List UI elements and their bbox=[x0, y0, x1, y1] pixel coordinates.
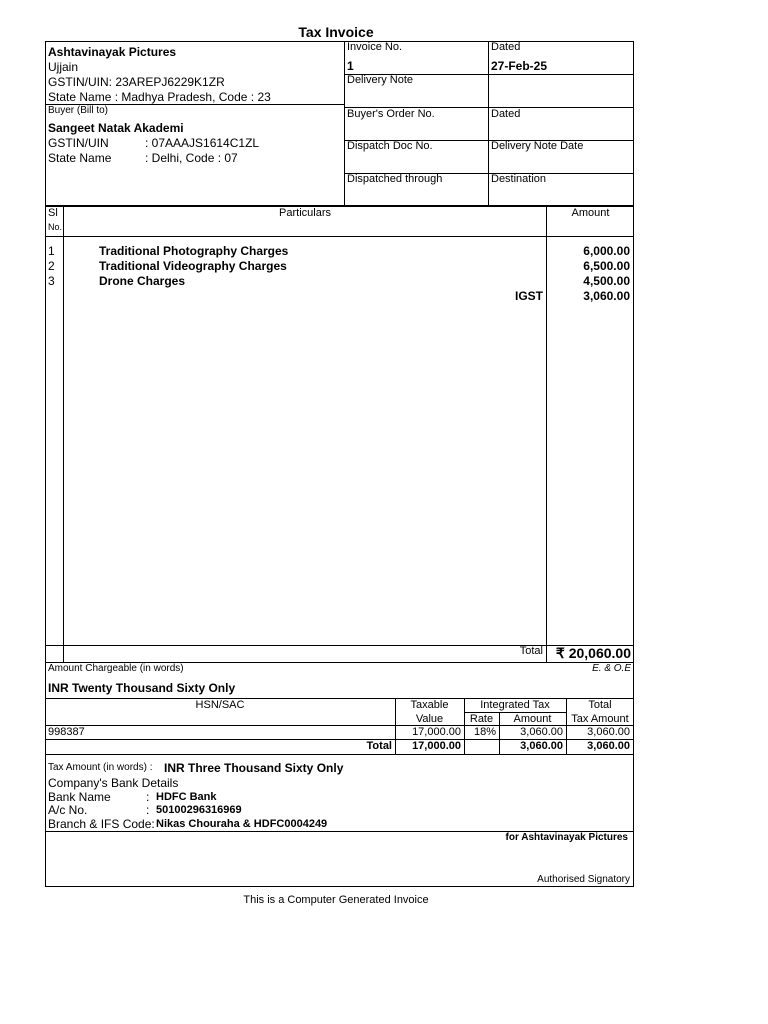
item-sl: 1 bbox=[48, 244, 55, 258]
bank-heading: Company's Bank Details bbox=[48, 776, 179, 790]
invoice-title: Tax Invoice bbox=[298, 24, 374, 40]
authorised-signatory: Authorised Signatory bbox=[537, 874, 630, 885]
buyer-gstin-label: GSTIN/UIN bbox=[48, 136, 109, 150]
amount-in-words: INR Twenty Thousand Sixty Only bbox=[48, 681, 236, 695]
rate-header: Rate bbox=[469, 713, 494, 725]
account-label: A/c No. bbox=[48, 803, 88, 817]
grand-total: ₹ 20,060.00 bbox=[555, 645, 631, 661]
buyer-state-label: State Name bbox=[48, 151, 112, 165]
invoice-no-label: Invoice No. bbox=[347, 41, 403, 53]
amount-header: Amount bbox=[571, 207, 610, 219]
eoe-note: E. & O.E bbox=[592, 663, 631, 674]
seller-gstin: GSTIN/UIN: 23AREPJ6229K1ZR bbox=[48, 75, 225, 89]
item-amount: 4,500.00 bbox=[583, 274, 630, 288]
signature-for: for Ashtavinayak Pictures bbox=[505, 832, 628, 843]
tax-total-amount: 3,060.00 bbox=[520, 740, 563, 752]
sl-header: Sl bbox=[48, 207, 58, 219]
tax-total-grand: 3,060.00 bbox=[587, 740, 630, 752]
tax-total-label: Total bbox=[366, 740, 392, 752]
total-tax-header-amount: Tax Amount bbox=[571, 713, 629, 725]
buyer-state-value: : Delhi, Code : 07 bbox=[145, 151, 238, 165]
taxable-header-value: Value bbox=[415, 713, 444, 725]
integrated-tax-header: Integrated Tax bbox=[480, 699, 550, 711]
bank-name-value: HDFC Bank bbox=[156, 791, 217, 803]
seller-state: State Name : Madhya Pradesh, Code : 23 bbox=[48, 90, 271, 104]
dated2-label: Dated bbox=[491, 108, 521, 120]
tax-amount: 3,060.00 bbox=[520, 726, 563, 738]
dated-value: 27-Feb-25 bbox=[491, 59, 548, 73]
item-description: Drone Charges bbox=[99, 274, 186, 288]
buyers-order-label: Buyer's Order No. bbox=[347, 108, 435, 120]
total-tax-header: Total bbox=[588, 699, 612, 711]
item-sl: 3 bbox=[48, 274, 55, 288]
bank-name-sep: : bbox=[146, 790, 150, 804]
bank-name-label: Bank Name bbox=[48, 790, 111, 804]
hsn-value: 998387 bbox=[48, 726, 85, 738]
taxable-value: 17,000.00 bbox=[412, 726, 461, 738]
branch-label: Branch & IFS Code: bbox=[48, 817, 155, 831]
items-divider bbox=[45, 645, 634, 646]
header-divider bbox=[488, 41, 489, 206]
tax-total-taxable: 17,000.00 bbox=[412, 740, 461, 752]
dispatched-through-label: Dispatched through bbox=[347, 173, 443, 185]
header-divider bbox=[344, 41, 345, 206]
tax-words-label: Tax Amount (in words) : bbox=[48, 762, 153, 773]
branch-value: Nikas Chouraha & HDFC0004249 bbox=[156, 818, 328, 830]
buyer-name: Sangeet Natak Akademi bbox=[48, 121, 184, 135]
particulars-header: Particulars bbox=[279, 207, 331, 219]
tax-amount-header: Amount bbox=[513, 713, 552, 725]
buyer-gstin-value: : 07AAAJS1614C1ZL bbox=[145, 136, 260, 150]
total-tax-amount: 3,060.00 bbox=[587, 726, 630, 738]
seller-city: Ujjain bbox=[48, 60, 79, 74]
words-label: Amount Chargeable (in words) bbox=[48, 663, 184, 674]
tax-rate: 18% bbox=[473, 726, 496, 738]
item-description: Traditional Videography Charges bbox=[99, 259, 287, 273]
total-label: Total bbox=[519, 645, 543, 657]
footer-note: This is a Computer Generated Invoice bbox=[243, 894, 429, 906]
tax-words-value: INR Three Thousand Sixty Only bbox=[164, 761, 344, 775]
item-description: Traditional Photography Charges bbox=[99, 244, 289, 258]
item-amount: 6,000.00 bbox=[583, 244, 630, 258]
dispatch-doc-label: Dispatch Doc No. bbox=[347, 140, 433, 152]
items-divider bbox=[45, 236, 634, 237]
tax-table-divider bbox=[45, 754, 634, 755]
buyer-heading: Buyer (Bill to) bbox=[48, 105, 109, 116]
delivery-note-date-label: Delivery Note Date bbox=[491, 140, 584, 152]
items-divider bbox=[63, 206, 64, 662]
account-sep: : bbox=[146, 803, 150, 817]
item-amount: 6,500.00 bbox=[583, 259, 630, 273]
igst-amount: 3,060.00 bbox=[583, 289, 630, 303]
item-sl: 2 bbox=[48, 259, 55, 273]
destination-label: Destination bbox=[491, 173, 547, 185]
invoice-no-value: 1 bbox=[347, 59, 354, 73]
account-value: 50100296316969 bbox=[156, 804, 242, 816]
seller-name: Ashtavinayak Pictures bbox=[48, 45, 177, 59]
hsn-header: HSN/SAC bbox=[195, 699, 245, 711]
no-header: No. bbox=[48, 222, 63, 232]
delivery-note-label: Delivery Note bbox=[347, 74, 414, 86]
taxable-header: Taxable bbox=[410, 699, 449, 711]
dated-label: Dated bbox=[491, 41, 521, 53]
igst-label: IGST bbox=[514, 289, 543, 303]
